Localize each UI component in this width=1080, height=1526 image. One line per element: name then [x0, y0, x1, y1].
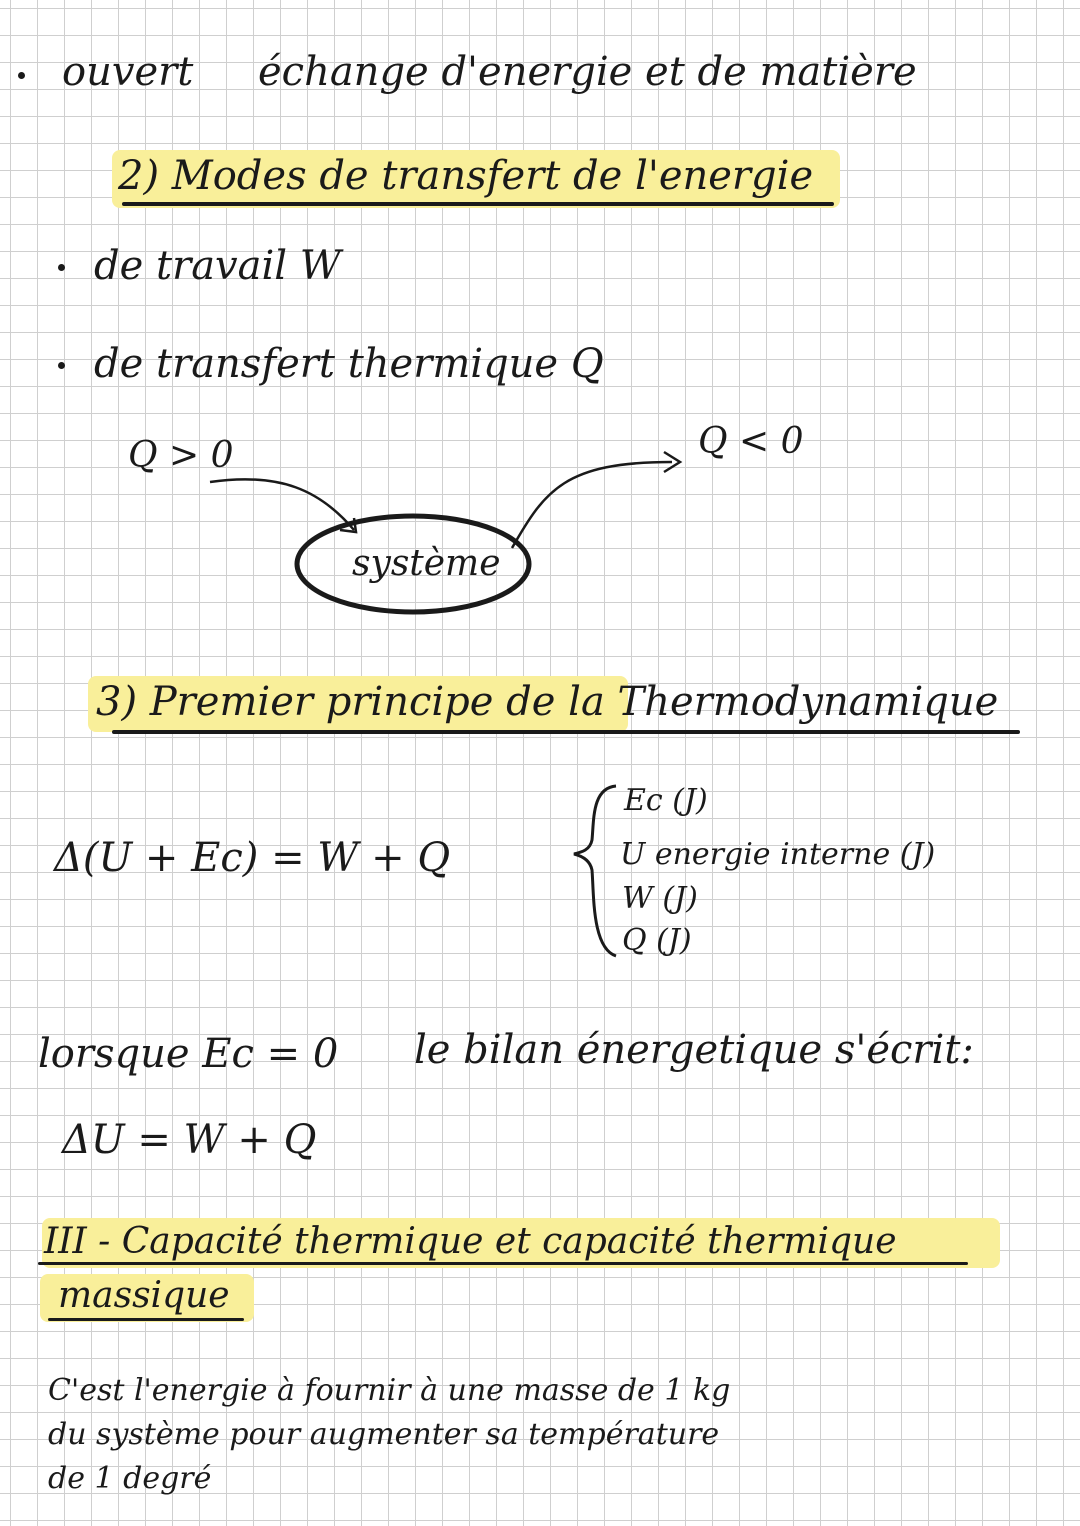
section3b-title-line2: massique [58, 1275, 230, 1316]
section2-title: 2) Modes de transfert de l'energie [118, 153, 814, 199]
bullet-heat-transfer: de transfert thermique Q [94, 341, 604, 387]
open-system-word: ouvert [62, 49, 194, 95]
section3b-title-line1: III - Capacité thermique et capacité thermique [44, 1221, 897, 1262]
first-law-equation: Δ(U + Ec) = W + Q [54, 835, 451, 881]
section3-title: 3) Premier principe de la Thermodynamique [96, 679, 999, 725]
definition-line1: C'est l'energie à fournir à une masse de 1 kg [48, 1373, 731, 1408]
definition-line2: du système pour augmenter sa température [48, 1417, 720, 1452]
open-system-description: échange d'energie et de matière [258, 49, 917, 95]
q-negative-label: Q < 0 [698, 421, 804, 462]
condition-right: le bilan énergetique s'écrit: [414, 1027, 974, 1073]
legend-kinetic-energy: Ec (J) [624, 783, 708, 818]
section3b-underline-line1 [38, 1262, 968, 1265]
definition-line3: de 1 degré [48, 1461, 212, 1496]
section3b-underline-line2 [48, 1318, 244, 1321]
legend-heat: Q (J) [622, 923, 692, 958]
system-label: système [352, 543, 501, 584]
legend-internal-energy: U energie interne (J) [620, 837, 936, 872]
bullet-work: de travail W [94, 243, 341, 289]
q-positive-label: Q > 0 [128, 435, 234, 476]
simplified-equation: ΔU = W + Q [62, 1117, 317, 1163]
legend-work: W (J) [622, 881, 698, 916]
condition-left: lorsque Ec = 0 [38, 1031, 339, 1077]
